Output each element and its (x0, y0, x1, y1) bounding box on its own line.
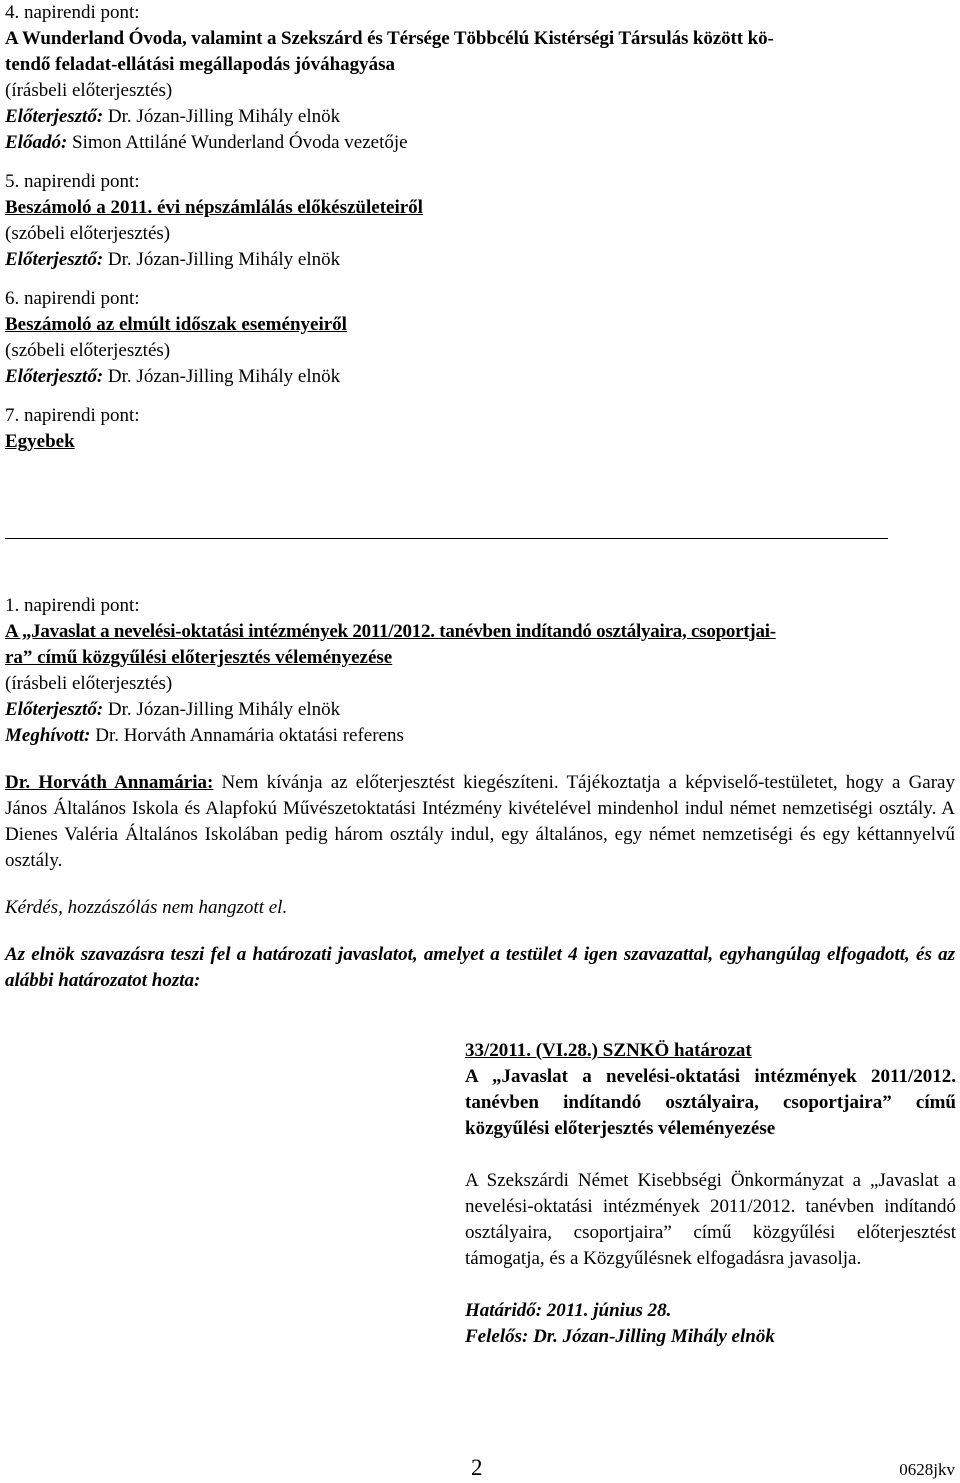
no-comments-note: Kérdés, hozzászólás nem hangzott el. (5, 897, 288, 918)
agenda-title: Beszámoló az elmúlt időszak eseményeiről (5, 314, 347, 335)
agenda-item-7 (5, 403, 955, 455)
resolution-number: 33/2011. (VI.28.) SZNKÖ határozat (465, 1040, 752, 1061)
agenda-presenter (5, 697, 955, 723)
presenter-value: Dr. Józan-Jilling Mihály elnök (103, 699, 341, 720)
agenda-heading: 5. napirendi pont: (5, 171, 140, 192)
agenda-heading: 6. napirendi pont: (5, 288, 140, 309)
presenter-label: Előterjesztő: (5, 106, 104, 127)
presenter-value: Dr. Józan-Jilling Mihály elnök (103, 106, 341, 127)
speaker-label: Előadó: (5, 132, 68, 153)
agenda-invited (5, 723, 955, 749)
agenda-presenter (5, 247, 955, 273)
agenda-title: Egyebek (5, 431, 75, 452)
presenter-label: Előterjesztő: (5, 699, 104, 720)
vote-statement: Az elnök szavazásra teszi fel a határozati javaslatot, amelyet a testület 4 igen szavazattal, egyhangúlag elfogadott, és az alábbi határozatot hozta: (5, 944, 955, 991)
presenter-label: Előterjesztő: (5, 249, 104, 270)
resolution-body: A Szekszárdi Német Kisebbségi Önkormányzat a „Javaslat a nevelési-oktatási intézmények 2011/2012. tanévben indítandó osztályaira, csoportjaira” című közgyűlési előterjesztést támogatja, és a Közgyűlésnek elfogadásra javasolja. (465, 1170, 956, 1269)
document-code: 0628jkv (899, 1460, 955, 1479)
resolution-block (465, 1038, 956, 1350)
agenda-submission: (szóbeli előterjesztés) (5, 223, 171, 244)
resolution-title: A „Javaslat a nevelési-oktatási intézmények 2011/2012. tanévben indítandó osztályaira, csoportjaira” című közgyűlési előterjesztés véleményezése (465, 1066, 956, 1139)
agenda-item-4 (5, 0, 955, 156)
document-body (5, 0, 955, 455)
agenda-presenter (5, 104, 955, 130)
resolution-deadline: Határidő: 2011. június 28. (465, 1300, 672, 1321)
agenda-presenter (5, 364, 955, 390)
agenda-submission: (szóbeli előterjesztés) (5, 340, 171, 361)
agenda-speaker (5, 130, 955, 156)
agenda-title: A „Javaslat a nevelési-oktatási intézmények 2011/2012. tanévben indítandó osztályaira, csoportjai- (5, 621, 776, 642)
agenda-title: A Wunderland Óvoda, valamint a Szekszárd és Térsége Többcélú Kistérségi Társulás között kö- (5, 28, 774, 49)
presenter-label: Előterjesztő: (5, 366, 104, 387)
agenda-submission: (írásbeli előterjesztés) (5, 673, 173, 694)
invited-value: Dr. Horváth Annamária oktatási referens (90, 725, 404, 746)
agenda-heading: 7. napirendi pont: (5, 405, 140, 426)
speaker-name: Dr. Horváth Annamária: (5, 772, 214, 793)
speech-text: Nem kívánja az előterjesztést kiegészíteni. Tájékoztatja a képviselő-testületet, hogy a Garay János Általános Iskola és Alapfokú Művészetoktatási Intézmény kivételével mindenhol indul német nemzetiségi osztály. A Dienes Valéria Általános Iskolában pedig három osztály indul, egy általános, egy német nemzetiségi és egy kéttannyelvű osztály. (5, 772, 955, 871)
agenda-title: Beszámoló a 2011. évi népszámlálás előkészületeiről (5, 197, 423, 218)
agenda-heading: 1. napirendi pont: (5, 595, 140, 616)
presenter-value: Dr. Józan-Jilling Mihály elnök (103, 366, 341, 387)
presenter-value: Dr. Józan-Jilling Mihály elnök (103, 249, 341, 270)
agenda-title: tendő feladat-ellátási megállapodás jóváhagyása (5, 54, 396, 75)
item-1-section (5, 593, 955, 994)
speech-paragraph (5, 770, 955, 874)
agenda-title: ra” című közgyűlési előterjesztés véleményezése (5, 647, 393, 668)
agenda-item-5 (5, 169, 955, 273)
page-number: 2 (471, 1455, 483, 1480)
section-divider (5, 538, 888, 539)
agenda-submission: (írásbeli előterjesztés) (5, 80, 173, 101)
invited-label: Meghívott: (5, 725, 91, 746)
agenda-heading: 4. napirendi pont: (5, 2, 140, 23)
speaker-value: Simon Attiláné Wunderland Óvoda vezetője (67, 132, 408, 153)
resolution-responsible: Felelős: Dr. Józan-Jilling Mihály elnök (465, 1326, 775, 1347)
agenda-item-6 (5, 286, 955, 390)
